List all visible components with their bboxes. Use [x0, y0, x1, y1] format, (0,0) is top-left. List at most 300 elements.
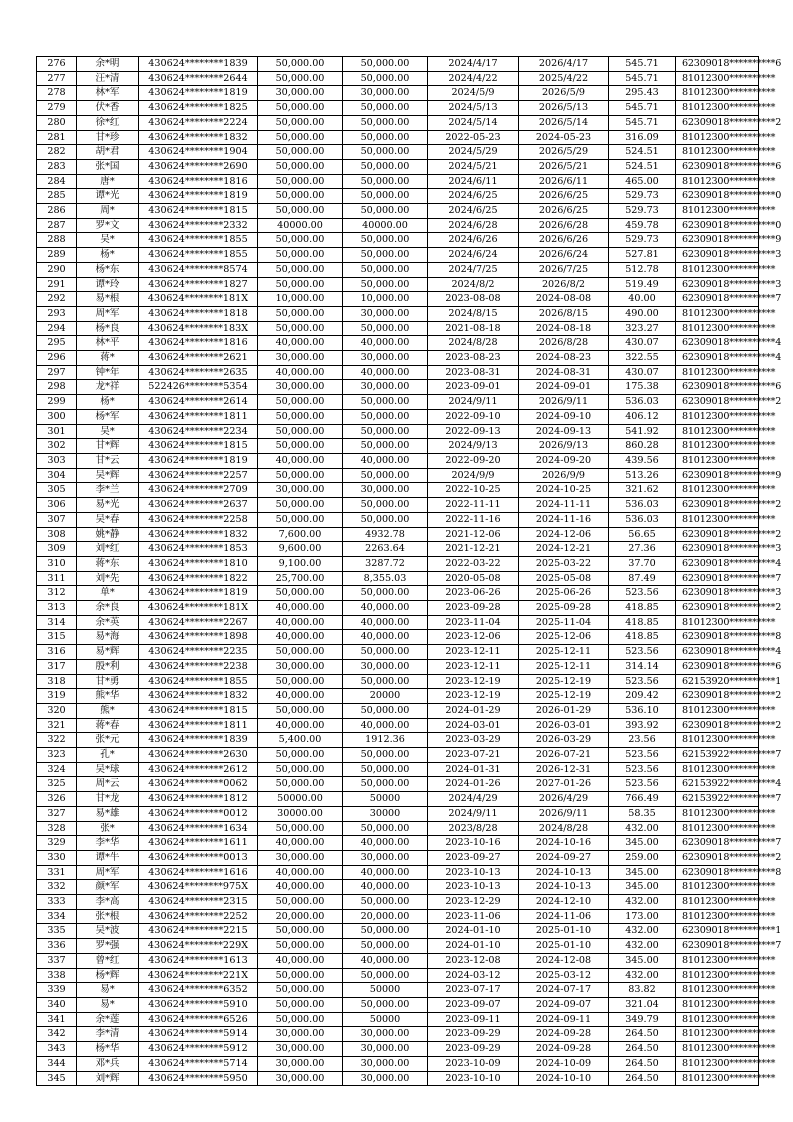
account-number-cell: 81012300**********: [676, 1071, 759, 1086]
balance-amount-cell: 50,000.00: [343, 645, 428, 660]
row-number-cell: 343: [37, 1042, 77, 1057]
start-date-cell: 2023-12-11: [428, 645, 519, 660]
table-row: [37, 439, 759, 454]
table-row: [37, 556, 759, 571]
loan-record-table: [36, 56, 782, 1086]
account-number-cell: 62309018**********9: [676, 233, 759, 248]
row-number-cell: 319: [37, 689, 77, 704]
borrower-name-cell: 龙*祥: [77, 380, 139, 395]
balance-amount-cell: 30,000.00: [343, 380, 428, 395]
interest-amount-cell: 264.50: [609, 1042, 676, 1057]
table-row: [37, 953, 759, 968]
row-number-cell: 281: [37, 130, 77, 145]
table-row: [37, 395, 759, 410]
interest-amount-cell: 295.43: [609, 86, 676, 101]
balance-amount-cell: 50,000.00: [343, 762, 428, 777]
start-date-cell: 2023/8/28: [428, 821, 519, 836]
borrower-name-cell: 杨*: [77, 395, 139, 410]
borrower-name-cell: 杨*辉: [77, 968, 139, 983]
start-date-cell: 2023-07-17: [428, 983, 519, 998]
borrower-name-cell: 张*元: [77, 733, 139, 748]
start-date-cell: 2024-01-31: [428, 762, 519, 777]
row-number-cell: 345: [37, 1071, 77, 1086]
account-number-cell: 81012300**********: [676, 174, 759, 189]
id-number-cell: 430624********2635: [139, 365, 258, 380]
due-date-cell: 2024-12-08: [519, 953, 609, 968]
start-date-cell: 2022-10-25: [428, 483, 519, 498]
id-number-cell: 430624********1816: [139, 336, 258, 351]
borrower-name-cell: 杨*华: [77, 1042, 139, 1057]
borrower-name-cell: 甘*龙: [77, 792, 139, 807]
interest-amount-cell: 430.07: [609, 365, 676, 380]
table-row: [37, 703, 759, 718]
interest-amount-cell: 523.56: [609, 748, 676, 763]
id-number-cell: 430624********1898: [139, 630, 258, 645]
interest-amount-cell: 439.56: [609, 453, 676, 468]
interest-amount-cell: 37.70: [609, 556, 676, 571]
row-number-cell: 306: [37, 498, 77, 513]
table-row: [37, 615, 759, 630]
id-number-cell: 430624********2644: [139, 71, 258, 86]
id-number-cell: 430624********1819: [139, 586, 258, 601]
loan-amount-cell: 30,000.00: [258, 850, 343, 865]
due-date-cell: 2026/9/11: [519, 806, 609, 821]
account-number-cell: 62153922**********7: [676, 748, 759, 763]
loan-amount-cell: 40,000.00: [258, 836, 343, 851]
balance-amount-cell: 50,000.00: [343, 586, 428, 601]
row-number-cell: 312: [37, 586, 77, 601]
row-number-cell: 293: [37, 306, 77, 321]
loan-amount-cell: 7,600.00: [258, 527, 343, 542]
borrower-name-cell: 谭*玲: [77, 277, 139, 292]
borrower-name-cell: 胡*君: [77, 145, 139, 160]
due-date-cell: 2026/4/17: [519, 57, 609, 72]
start-date-cell: 2024-03-12: [428, 968, 519, 983]
start-date-cell: 2023-09-07: [428, 998, 519, 1013]
start-date-cell: 2023-12-11: [428, 659, 519, 674]
balance-amount-cell: 3287.72: [343, 556, 428, 571]
balance-amount-cell: 40,000.00: [343, 453, 428, 468]
interest-amount-cell: 529.73: [609, 204, 676, 219]
borrower-name-cell: 曾*红: [77, 953, 139, 968]
account-number-cell: 62309018**********7: [676, 292, 759, 307]
loan-amount-cell: 30000.00: [258, 806, 343, 821]
id-number-cell: 430624********5914: [139, 1027, 258, 1042]
start-date-cell: 2023-08-23: [428, 351, 519, 366]
id-number-cell: 430624********2252: [139, 909, 258, 924]
id-number-cell: 430624********1816: [139, 174, 258, 189]
id-number-cell: 430624********0062: [139, 777, 258, 792]
loan-amount-cell: 50,000.00: [258, 321, 343, 336]
row-number-cell: 277: [37, 71, 77, 86]
due-date-cell: 2024-10-25: [519, 483, 609, 498]
row-number-cell: 290: [37, 262, 77, 277]
interest-amount-cell: 264.50: [609, 1071, 676, 1086]
start-date-cell: 2023-11-06: [428, 909, 519, 924]
start-date-cell: 2023-08-31: [428, 365, 519, 380]
table-row: [37, 674, 759, 689]
balance-amount-cell: 50,000.00: [343, 189, 428, 204]
table-row: [37, 659, 759, 674]
id-number-cell: 430624********2215: [139, 924, 258, 939]
start-date-cell: 2021-12-06: [428, 527, 519, 542]
account-number-cell: 62309018**********4: [676, 336, 759, 351]
loan-amount-cell: 50,000.00: [258, 512, 343, 527]
account-number-cell: 62153922**********4: [676, 777, 759, 792]
account-number-cell: 81012300**********: [676, 424, 759, 439]
interest-amount-cell: 323.27: [609, 321, 676, 336]
loan-amount-cell: 50,000.00: [258, 998, 343, 1013]
interest-amount-cell: 406.12: [609, 409, 676, 424]
balance-amount-cell: 50,000.00: [343, 512, 428, 527]
row-number-cell: 344: [37, 1056, 77, 1071]
due-date-cell: 2026-07-21: [519, 748, 609, 763]
loan-amount-cell: 30,000.00: [258, 483, 343, 498]
row-number-cell: 337: [37, 953, 77, 968]
balance-amount-cell: 50,000.00: [343, 703, 428, 718]
row-number-cell: 321: [37, 718, 77, 733]
account-number-cell: 62309018**********2: [676, 689, 759, 704]
borrower-name-cell: 谭*牛: [77, 850, 139, 865]
due-date-cell: 2026/6/24: [519, 248, 609, 263]
account-number-cell: 62309018**********3: [676, 586, 759, 601]
start-date-cell: 2023-09-01: [428, 380, 519, 395]
row-number-cell: 309: [37, 542, 77, 557]
due-date-cell: 2025-01-10: [519, 939, 609, 954]
account-number-cell: 81012300**********: [676, 409, 759, 424]
loan-amount-cell: 50,000.00: [258, 748, 343, 763]
loan-amount-cell: 40000.00: [258, 218, 343, 233]
start-date-cell: 2023-12-29: [428, 895, 519, 910]
account-number-cell: 81012300**********: [676, 512, 759, 527]
account-number-cell: 81012300**********: [676, 968, 759, 983]
interest-amount-cell: 524.51: [609, 159, 676, 174]
loan-amount-cell: 50000.00: [258, 792, 343, 807]
loan-amount-cell: 50,000.00: [258, 159, 343, 174]
due-date-cell: 2024-10-10: [519, 1071, 609, 1086]
balance-amount-cell: 40000.00: [343, 218, 428, 233]
table-row: [37, 542, 759, 557]
account-number-cell: 81012300**********: [676, 453, 759, 468]
interest-amount-cell: 459.78: [609, 218, 676, 233]
due-date-cell: 2026-01-29: [519, 703, 609, 718]
row-number-cell: 328: [37, 821, 77, 836]
interest-amount-cell: 418.85: [609, 630, 676, 645]
borrower-name-cell: 汪*清: [77, 71, 139, 86]
balance-amount-cell: 40,000.00: [343, 365, 428, 380]
borrower-name-cell: 杨*军: [77, 409, 139, 424]
loan-amount-cell: 50,000.00: [258, 262, 343, 277]
balance-amount-cell: 40,000.00: [343, 880, 428, 895]
row-number-cell: 294: [37, 321, 77, 336]
table-row: [37, 983, 759, 998]
due-date-cell: 2025-11-04: [519, 615, 609, 630]
start-date-cell: 2024/6/25: [428, 189, 519, 204]
start-date-cell: 2024/5/9: [428, 86, 519, 101]
borrower-name-cell: 余*莲: [77, 1012, 139, 1027]
account-number-cell: 62309018**********3: [676, 277, 759, 292]
start-date-cell: 2024-03-01: [428, 718, 519, 733]
table-row: [37, 601, 759, 616]
interest-amount-cell: 40.00: [609, 292, 676, 307]
interest-amount-cell: 418.85: [609, 615, 676, 630]
borrower-name-cell: 谭*光: [77, 189, 139, 204]
row-number-cell: 329: [37, 836, 77, 851]
loan-amount-cell: 50,000.00: [258, 468, 343, 483]
row-number-cell: 297: [37, 365, 77, 380]
id-number-cell: 430624********1815: [139, 204, 258, 219]
loan-amount-cell: 50,000.00: [258, 130, 343, 145]
borrower-name-cell: 甘*珍: [77, 130, 139, 145]
start-date-cell: 2024/6/11: [428, 174, 519, 189]
due-date-cell: 2024-12-10: [519, 895, 609, 910]
balance-amount-cell: 50,000.00: [343, 277, 428, 292]
loan-record-sheet: [36, 56, 782, 1086]
account-number-cell: 81012300**********: [676, 130, 759, 145]
balance-amount-cell: 30,000.00: [343, 351, 428, 366]
id-number-cell: 430624********1839: [139, 733, 258, 748]
balance-amount-cell: 30000: [343, 806, 428, 821]
id-number-cell: 430624********1855: [139, 674, 258, 689]
loan-amount-cell: 50,000.00: [258, 145, 343, 160]
id-number-cell: 430624********1616: [139, 865, 258, 880]
loan-amount-cell: 30,000.00: [258, 1056, 343, 1071]
id-number-cell: 430624********2235: [139, 645, 258, 660]
due-date-cell: 2024-08-18: [519, 321, 609, 336]
borrower-name-cell: 杨*良: [77, 321, 139, 336]
loan-amount-cell: 40,000.00: [258, 630, 343, 645]
account-number-cell: 81012300**********: [676, 204, 759, 219]
id-number-cell: 430624********2315: [139, 895, 258, 910]
due-date-cell: 2024-12-06: [519, 527, 609, 542]
id-number-cell: 430624********1634: [139, 821, 258, 836]
id-number-cell: 430624********1904: [139, 145, 258, 160]
borrower-name-cell: 蒋*春: [77, 718, 139, 733]
borrower-name-cell: 吴*波: [77, 924, 139, 939]
balance-amount-cell: 50,000.00: [343, 498, 428, 513]
table-row: [37, 336, 759, 351]
borrower-name-cell: 李*清: [77, 1027, 139, 1042]
due-date-cell: 2026/9/13: [519, 439, 609, 454]
interest-amount-cell: 545.71: [609, 71, 676, 86]
start-date-cell: 2022-05-23: [428, 130, 519, 145]
account-number-cell: 62309018**********3: [676, 248, 759, 263]
due-date-cell: 2024-11-16: [519, 512, 609, 527]
loan-amount-cell: 25,700.00: [258, 571, 343, 586]
row-number-cell: 326: [37, 792, 77, 807]
account-number-cell: 81012300**********: [676, 998, 759, 1013]
id-number-cell: 522426********5354: [139, 380, 258, 395]
loan-amount-cell: 40,000.00: [258, 453, 343, 468]
balance-amount-cell: 30,000.00: [343, 850, 428, 865]
account-number-cell: 62309018**********2: [676, 850, 759, 865]
row-number-cell: 291: [37, 277, 77, 292]
due-date-cell: 2024/8/28: [519, 821, 609, 836]
borrower-name-cell: 吴*球: [77, 762, 139, 777]
start-date-cell: 2022-11-16: [428, 512, 519, 527]
account-number-cell: 62153920**********1: [676, 674, 759, 689]
id-number-cell: 430624********2332: [139, 218, 258, 233]
borrower-name-cell: 林*平: [77, 336, 139, 351]
row-number-cell: 307: [37, 512, 77, 527]
loan-amount-cell: 50,000.00: [258, 939, 343, 954]
due-date-cell: 2026/5/9: [519, 86, 609, 101]
interest-amount-cell: 27.36: [609, 542, 676, 557]
table-row: [37, 645, 759, 660]
start-date-cell: 2024-01-10: [428, 924, 519, 939]
account-number-cell: 81012300**********: [676, 71, 759, 86]
account-number-cell: 62309018**********7: [676, 571, 759, 586]
start-date-cell: 2024-01-26: [428, 777, 519, 792]
id-number-cell: 430624********1818: [139, 306, 258, 321]
interest-amount-cell: 545.71: [609, 115, 676, 130]
loan-amount-cell: 50,000.00: [258, 306, 343, 321]
interest-amount-cell: 536.10: [609, 703, 676, 718]
borrower-name-cell: 张*国: [77, 159, 139, 174]
balance-amount-cell: 50,000.00: [343, 998, 428, 1013]
account-number-cell: 62309018**********7: [676, 939, 759, 954]
start-date-cell: 2024/6/26: [428, 233, 519, 248]
balance-amount-cell: 50,000.00: [343, 674, 428, 689]
balance-amount-cell: 30,000.00: [343, 1071, 428, 1086]
table-row: [37, 248, 759, 263]
id-number-cell: 430624********8574: [139, 262, 258, 277]
loan-amount-cell: 50,000.00: [258, 821, 343, 836]
due-date-cell: 2025-05-08: [519, 571, 609, 586]
balance-amount-cell: 50000: [343, 983, 428, 998]
start-date-cell: 2023-07-21: [428, 748, 519, 763]
loan-amount-cell: 50,000.00: [258, 233, 343, 248]
balance-amount-cell: 40,000.00: [343, 336, 428, 351]
loan-amount-cell: 9,100.00: [258, 556, 343, 571]
due-date-cell: 2024-09-28: [519, 1027, 609, 1042]
table-row: [37, 145, 759, 160]
account-number-cell: 62309018**********4: [676, 351, 759, 366]
loan-amount-cell: 50,000.00: [258, 189, 343, 204]
due-date-cell: 2025-12-06: [519, 630, 609, 645]
balance-amount-cell: 10,000.00: [343, 292, 428, 307]
id-number-cell: 430624********1853: [139, 542, 258, 557]
borrower-name-cell: 甘*云: [77, 453, 139, 468]
borrower-name-cell: 周*军: [77, 306, 139, 321]
table-row: [37, 850, 759, 865]
interest-amount-cell: 321.62: [609, 483, 676, 498]
due-date-cell: 2025/4/22: [519, 71, 609, 86]
due-date-cell: 2024-09-28: [519, 1042, 609, 1057]
borrower-name-cell: 单*: [77, 586, 139, 601]
interest-amount-cell: 175.38: [609, 380, 676, 395]
row-number-cell: 286: [37, 204, 77, 219]
table-row: [37, 218, 759, 233]
table-row: [37, 586, 759, 601]
account-number-cell: 81012300**********: [676, 615, 759, 630]
interest-amount-cell: 314.14: [609, 659, 676, 674]
due-date-cell: 2024-10-13: [519, 880, 609, 895]
account-number-cell: 81012300**********: [676, 762, 759, 777]
id-number-cell: 430624********6526: [139, 1012, 258, 1027]
balance-amount-cell: 50,000.00: [343, 424, 428, 439]
borrower-name-cell: 杨*: [77, 248, 139, 263]
table-row: [37, 468, 759, 483]
table-row: [37, 939, 759, 954]
table-row: [37, 836, 759, 851]
balance-amount-cell: 50,000.00: [343, 777, 428, 792]
due-date-cell: 2026/5/29: [519, 145, 609, 160]
balance-amount-cell: 1912.36: [343, 733, 428, 748]
start-date-cell: 2024/8/15: [428, 306, 519, 321]
start-date-cell: 2023-09-27: [428, 850, 519, 865]
id-number-cell: 430624********2267: [139, 615, 258, 630]
account-number-cell: 62309018**********8: [676, 865, 759, 880]
row-number-cell: 324: [37, 762, 77, 777]
loan-amount-cell: 30,000.00: [258, 659, 343, 674]
due-date-cell: 2024-09-27: [519, 850, 609, 865]
borrower-name-cell: 刘*辉: [77, 1071, 139, 1086]
borrower-name-cell: 余*明: [77, 57, 139, 72]
start-date-cell: 2024/4/17: [428, 57, 519, 72]
account-number-cell: 81012300**********: [676, 101, 759, 116]
due-date-cell: 2024-10-13: [519, 865, 609, 880]
row-number-cell: 314: [37, 615, 77, 630]
interest-amount-cell: 316.09: [609, 130, 676, 145]
start-date-cell: 2024/5/14: [428, 115, 519, 130]
loan-amount-cell: 50,000.00: [258, 409, 343, 424]
interest-amount-cell: 432.00: [609, 895, 676, 910]
balance-amount-cell: 50,000.00: [343, 233, 428, 248]
due-date-cell: 2025-06-26: [519, 586, 609, 601]
interest-amount-cell: 536.03: [609, 512, 676, 527]
due-date-cell: 2024-11-06: [519, 909, 609, 924]
borrower-name-cell: 余*英: [77, 615, 139, 630]
due-date-cell: 2025-12-19: [519, 689, 609, 704]
id-number-cell: 430624********221X: [139, 968, 258, 983]
start-date-cell: 2024/6/28: [428, 218, 519, 233]
balance-amount-cell: 8,355.03: [343, 571, 428, 586]
row-number-cell: 335: [37, 924, 77, 939]
table-row: [37, 895, 759, 910]
id-number-cell: 430624********1819: [139, 86, 258, 101]
loan-amount-cell: 40,000.00: [258, 718, 343, 733]
due-date-cell: 2027-01-26: [519, 777, 609, 792]
row-number-cell: 315: [37, 630, 77, 645]
loan-amount-cell: 30,000.00: [258, 351, 343, 366]
borrower-name-cell: 易*辉: [77, 645, 139, 660]
due-date-cell: 2025-12-11: [519, 659, 609, 674]
account-number-cell: 62309018**********2: [676, 498, 759, 513]
interest-amount-cell: 524.51: [609, 145, 676, 160]
balance-amount-cell: 40,000.00: [343, 836, 428, 851]
id-number-cell: 430624********1827: [139, 277, 258, 292]
loan-amount-cell: 50,000.00: [258, 204, 343, 219]
start-date-cell: 2024/5/13: [428, 101, 519, 116]
account-number-cell: 81012300**********: [676, 439, 759, 454]
account-number-cell: 62309018**********2: [676, 718, 759, 733]
due-date-cell: 2026/8/2: [519, 277, 609, 292]
balance-amount-cell: 4932.78: [343, 527, 428, 542]
loan-amount-cell: 40,000.00: [258, 336, 343, 351]
account-number-cell: 62309018**********8: [676, 630, 759, 645]
loan-amount-cell: 50,000.00: [258, 57, 343, 72]
row-number-cell: 311: [37, 571, 77, 586]
balance-amount-cell: 40,000.00: [343, 601, 428, 616]
balance-amount-cell: 50,000.00: [343, 439, 428, 454]
row-number-cell: 339: [37, 983, 77, 998]
balance-amount-cell: 50,000.00: [343, 174, 428, 189]
start-date-cell: 2023-09-29: [428, 1042, 519, 1057]
due-date-cell: 2025-12-19: [519, 674, 609, 689]
id-number-cell: 430624********2257: [139, 468, 258, 483]
table-row: [37, 292, 759, 307]
